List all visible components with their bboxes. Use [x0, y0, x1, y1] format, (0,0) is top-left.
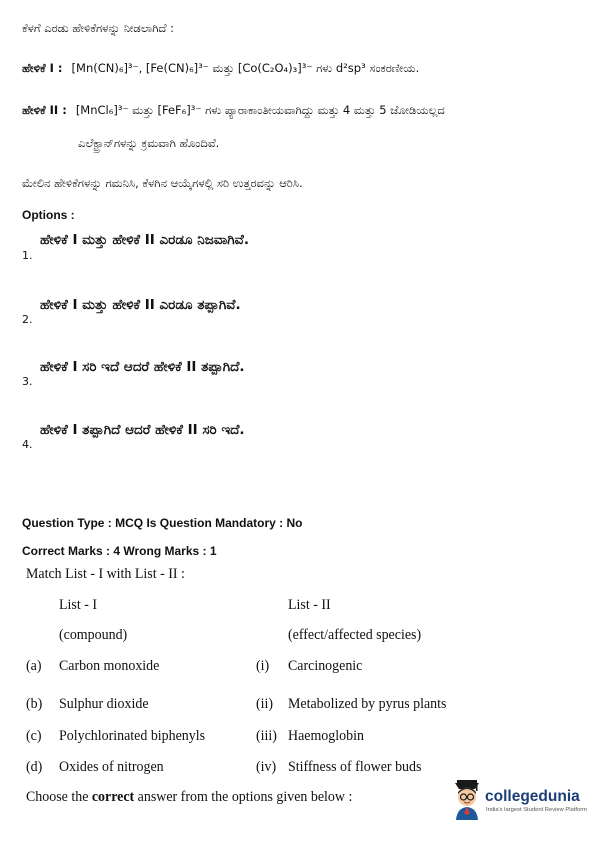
collegedunia-logo [451, 780, 591, 824]
row-ii-effect: Metabolized by pyrus plants [288, 696, 447, 712]
option-3-text: ಹೇಳಿಕೆ I ಸರಿ ಇದೆ ಆದರೆ ಹೇಳಿಕೆ II ತಪ್ಪಾಗಿದೆ. [40, 359, 245, 375]
statement-2 [22, 101, 445, 119]
option-1-number: 1. [22, 249, 33, 262]
statement-2-text: [MnCl₆]³⁻ ಮತ್ತು [FeF₆]³⁻ ಗಳು ಪ್ಯಾರಾಕಾಂತೀಯವಾಗಿದ್ದು ಮತ್ತು 4 ಮತ್ತು 5 ಜೋಡಿಯಲ್ಲದ [75, 103, 445, 117]
row-b-label: (b) [26, 696, 43, 712]
option-4-text: ಹೇಳಿಕೆ I ತಪ್ಪಾಗಿದೆ ಆದರೆ ಹೇಳಿಕೆ II ಸರಿ ಇದೆ. [40, 422, 245, 438]
logo-name: collegedunia [485, 788, 580, 805]
question-type-line: Question Type : MCQ Is Question Mandatory : No [22, 516, 303, 530]
choose-bold: correct [91, 789, 135, 805]
list-1-subheader: (compound) [59, 627, 128, 643]
list-2-header: List - II [288, 597, 331, 613]
marks-line: Correct Marks : 4 Wrong Marks : 1 [22, 544, 217, 558]
row-b-compound: Sulphur dioxide [59, 696, 149, 712]
row-iii-label: (iii) [256, 728, 277, 744]
row-d-label: (d) [26, 759, 43, 775]
row-d-compound: Oxides of nitrogen [59, 759, 164, 775]
row-c-compound: Polychlorinated biphenyls [59, 728, 206, 744]
choose-pre: Choose the [26, 789, 89, 805]
match-intro [26, 566, 185, 583]
student-mascot-icon [451, 780, 483, 820]
row-a-compound: Carbon monoxide [59, 658, 160, 674]
logo-tagline: India's largest Student Review Platform [486, 807, 587, 813]
match-intro-mid: with [106, 566, 132, 582]
statement-2-label: ಹೇಳಿಕೆ II : [22, 103, 67, 117]
option-1-text: ಹೇಳಿಕೆ I ಮತ್ತು ಹೇಳಿಕೆ II ಎರಡೂ ನಿಜವಾಗಿವೆ. [40, 232, 249, 248]
list-1-header: List - I [59, 597, 97, 613]
option-2-number: 2. [22, 313, 33, 326]
match-intro-post: : [180, 566, 185, 582]
option-2-text: ಹೇಳಿಕೆ I ಮತ್ತು ಹೇಳಿಕೆ II ಎರಡೂ ತಪ್ಪಾಗಿವೆ. [40, 297, 241, 313]
row-iv-effect: Stiffness of flower buds [288, 759, 422, 775]
row-a-label: (a) [26, 658, 42, 674]
row-ii-label: (ii) [256, 696, 274, 712]
kannada-instruction: ಮೇಲಿನ ಹೇಳಿಕೆಗಳನ್ನು ಗಮನಿಸಿ, ಕೆಳಗಿನ ಆಯ್ಕೆಗಳಲ್ಲಿ ಸರಿ ಉತ್ತರವನ್ನು ಆರಿಸಿ. [22, 176, 303, 190]
list-2-subheader: (effect/affected species) [288, 627, 422, 643]
match-intro-list1: List - I [65, 566, 104, 582]
option-3-number: 3. [22, 375, 33, 388]
statement-1-text: [Mn(CN)₆]³⁻, [Fe(CN)₆]³⁻ ಮತ್ತು [Co(C₂O₄)₃]³⁻ ಗಳು d²sp³ ಸಂಕರಣೀಯ. [71, 61, 420, 75]
match-intro-list2: List - II [134, 566, 178, 582]
match-intro-pre: Match [26, 566, 62, 582]
row-i-effect: Carcinogenic [288, 658, 363, 674]
row-iv-label: (iv) [256, 759, 277, 775]
row-iii-effect: Haemoglobin [288, 728, 364, 744]
kannada-intro: ಕೆಳಗೆ ಎರಡು ಹೇಳಿಕೆಗಳನ್ನು ನೀಡಲಾಗಿದೆ : [22, 21, 174, 35]
choose-post: answer from the options given below : [137, 789, 353, 805]
options-heading: Options : [22, 208, 75, 222]
row-c-label: (c) [26, 728, 42, 744]
statement-1 [22, 59, 419, 77]
row-i-label: (i) [256, 658, 270, 674]
choose-answer-line [26, 789, 352, 806]
option-4-number: 4. [22, 438, 33, 451]
statement-2-continuation: ಎಲೆಕ್ಟ್ರಾನ್‌ಗಳನ್ನು ಕ್ರಮವಾಗಿ ಹೊಂದಿವೆ. [78, 136, 220, 150]
statement-1-label: ಹೇಳಿಕೆ I : [22, 61, 63, 75]
